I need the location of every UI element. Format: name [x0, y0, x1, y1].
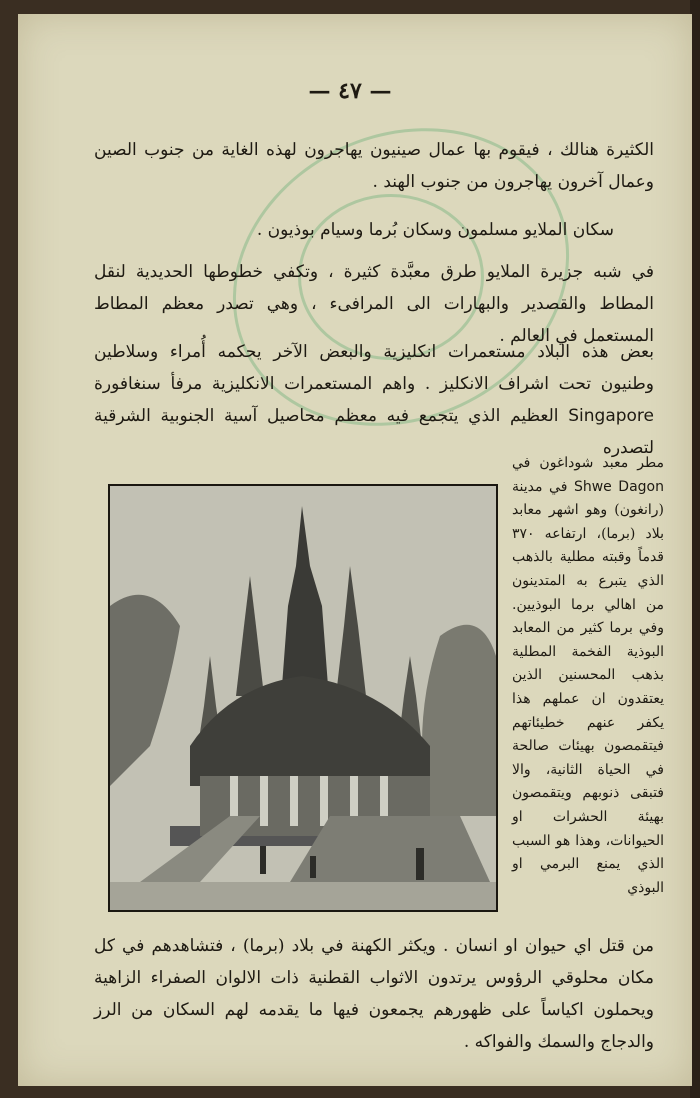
page-number: — ٤٧ — — [308, 78, 392, 104]
paragraph-1: الكثيرة هنالك ، فيقوم بها عمال صينيون يهاجرون لهذه الغاية من جنوب الصين وعمال آخرون يهاجرون من جنوب الهند . — [94, 140, 654, 192]
pagoda-illustration — [110, 486, 496, 910]
paragraph-2: سكان الملايو مسلمون وسكان بُرما وسيام بوذيون . — [256, 220, 614, 240]
latin-word-singapore: Singapore — [568, 406, 654, 426]
pagoda-photo — [108, 484, 498, 912]
paragraph-4: بعض هذه البلاد مستعمرات انكليزية والبعض الآخر يحكمه أُمراء وسلاطين وطنيون تحت اشراف الانكليز . واهم المستعمرات الانكليزية مرفأ سنغافورة Singapore العظيم الذي يتجمع فيه معظم محاصيل آسية الجنوبية الشرقية لتصدره — [94, 342, 654, 458]
bottom-paragraph: من قتل اي حيوان او انسان . ويكثر الكهنة في بلاد (برما) ، فتشاهدهم في كل مكان محلوقي الرؤوس يرتدون الاثواب القطنية ذات الالوان الصفراء الزاهية ويحملون اكياساً على ظهورهم يجمعون فيها ما يقدمه لهم السكان من الرز والدجاج والسمك والفواكه . — [94, 936, 654, 1052]
paragraph-3: في شبه جزيرة الملايو طرق معبَّدة كثيرة ، وتكفي خطوطها الحديدية لنقل المطاط والقصدير والبهارات الى المرافىء ، وهي تصدر معظم المطاط المستعمل في العالم . — [94, 262, 654, 346]
figure-caption: مطر معبد شوداغون في Shwe Dagon في مدينة (رانغون) وهو اشهر معابد بلاد (برما)، ارتفاعه ٣٧٠ قدماً وقبته مطلية بالذهب الذي يتبرع به المتدينون من اهالي برما البوذيين. وفي برما كثير من المعابد البوذية الفخمة المطلية بذهب المحسنين الذين يعتقدون ان عملهم هذا يكفر عنهم خطيئاتهم فيتقمصون بهيئات صالحة في الحياة الثانية، والا فتبقى ذنوبهم ويتقمصون بهيئة الحشرات او الحيوانات، وهذا هو السبب الذي يمنع البرمي او البوذي — [512, 455, 664, 896]
latin-word-shwe-dagon: Shwe Dagon — [573, 478, 664, 495]
